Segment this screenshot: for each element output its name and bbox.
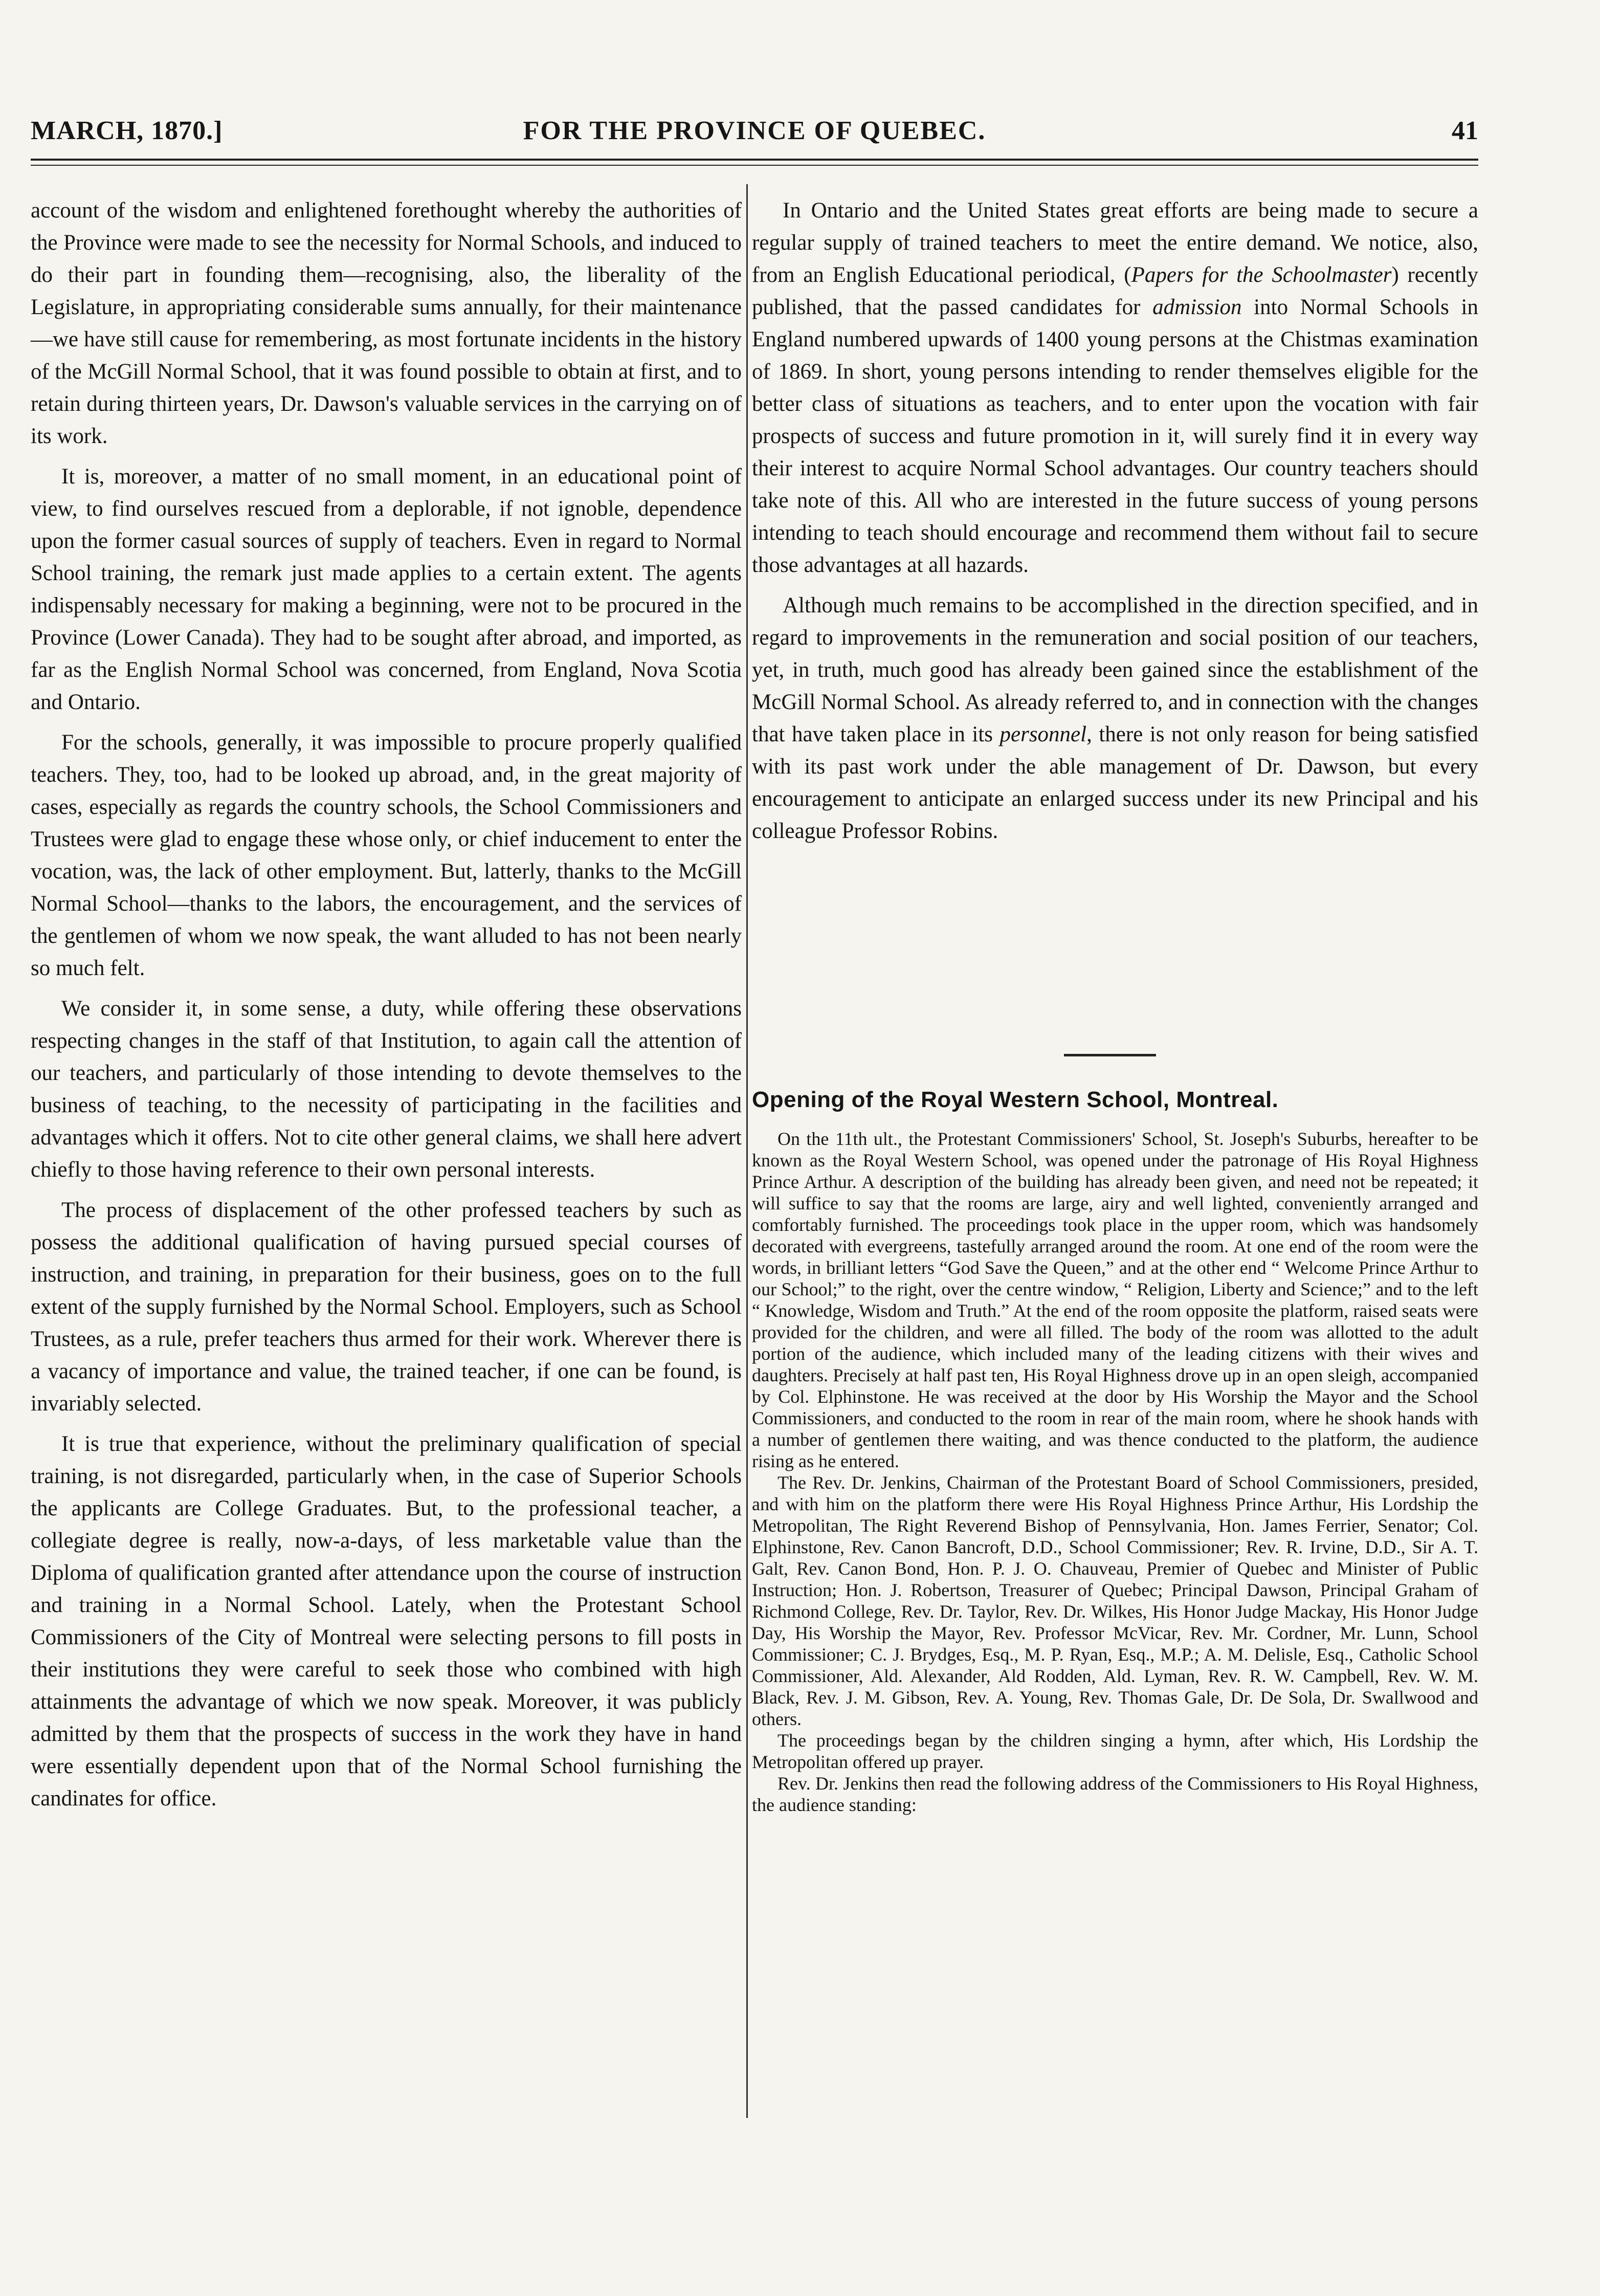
p1-text-c: into Normal Schools in England numbered upwards of 1400 young persons at the Chistmas examination of 1869. In short, young persons intending to render themselves eligible for the better class of situations as teachers, and to enter upon the vocation with fair prospects of success and future promotion in it, will surely find it in every way their interest to acquire Normal School advantages. Our country teachers should take note of this. All who are interested in the future success of young persons intending to teach should encourage and recommend them without fail to secure those advantages at all hazards. (752, 295, 1478, 577)
page-number: 41 (1452, 116, 1478, 145)
p2-text-a: Although much remains to be accomplished in the direction specified, and in regard to improvements in the remuneration and social position of our teachers, yet, in truth, much good has already been gained since the establishment of the McGill Normal School. As already referred to, and in connection with the changes that have taken place in its (752, 593, 1478, 746)
left-paragraph-4: We consider it, in some sense, a duty, while offering these observations respecting changes in the staff of that Institution, to again call the attention of our teachers, and particularly of those intending to devote themselves to the business of teaching, to the necessity of participating in the facilities and advantages which it offers. Not to cite other general claims, we shall here advert chiefly to those having reference to their own personal interests. (31, 997, 742, 1182)
p1-italic-periodical: Papers for the Schoolmaster (1131, 263, 1392, 287)
left-paragraph-6: It is true that experience, without the preliminary qualification of special training, is not disregarded, particularly when, in the case of Superior Schools the applicants are College Graduates. But, to the professional teacher, a collegiate degree is really, now-a-days, of less marketable value than the Diploma of qualification granted after attendance upon the course of instruction and training in a Normal School. Lately, when the Protestant School Commissioners of the City of Montreal were selecting persons to fill posts in their institutions they were careful to seek those who combined with high attainments the advantage of which we now speak. Moreover, it was publicly admitted by them that the prospects of success in the work they have in hand were essentially dependent upon that of the Normal School furnishing the candinates for office. (31, 1432, 742, 1811)
left-paragraph-1: account of the wisdom and enlightened forethought whereby the authorities of the Province were made to see the necessity for Normal Schools, and induced to do their part in founding them—recognising, also, the liberality of the Legislature, in appropriating considerable sums annually, for their maintenance—we have still cause for remembering, as most fortunate incidents in the history of the McGill Normal School, that it was found possible to obtain at first, and to retain during thirteen years, Dr. Dawson's valuable services in the carrying on of its work. (31, 198, 742, 448)
right-paragraph-1 (752, 194, 1478, 581)
right-paragraph-2 (752, 589, 1478, 847)
section-separator (1064, 1054, 1156, 1056)
article-paragraph-2: The Rev. Dr. Jenkins, Chairman of the Protestant Board of School Commissioners, presided, and with him on the platform there were His Royal Highness Prince Arthur, His Lordship the Metropolitan, The Right Reverend Bishop of Pennsylvania, Hon. James Ferrier, Senator; Col. Elphinstone, Rev. Canon Bancroft, D.D., School Commissioner; Rev. R. Irvine, D.D., Sir A. T. Galt, Rev. Canon Bond, Hon. P. J. O. Chauveau, Premier of Quebec and Minister of Public Instruction; Hon. J. Robertson, Treasurer of Quebec; Principal Dawson, Principal Graham of Richmond College, Rev. Dr. Taylor, Rev. Dr. Wilkes, His Honor Judge Mackay, His Honor Judge Day, His Worship the Mayor, Rev. Professor McVicar, Rev. Mr. Cordner, Mr. Lunn, School Commissioner; C. J. Brydges, Esq., M. P. Ryan, Esq., M.P.; A. M. Delisle, Esq., Catholic School Commissioner, Ald. Alexander, Ald Rodden, Ald. Lyman, Rev. R. W. Campbell, Rev. W. M. Black, Rev. J. M. Gibson, Rev. A. Young, Rev. Thomas Gale, Dr. De Sola, Dr. Swallwood and others. (752, 1472, 1478, 1729)
p1-text-a: In Ontario and the United States great efforts are being made to secure a regular supply of trained teachers to meet the entire demand. We notice, also, from an English Educational periodical, ( (752, 198, 1478, 287)
page-header (31, 116, 1478, 162)
left-column (31, 194, 742, 1823)
p1-italic-admission: admission (1152, 295, 1242, 319)
p1-text-b: ) recently published, that the passed candidates for (752, 263, 1478, 319)
header-rule-thick (31, 159, 1478, 161)
p2-text-b: , there is not only reason for being satisfied with its past work under the able management of Dr. Dawson, but every encouragement to anticipate an enlarged success under its new Principal and his colleague Professor Robins. (752, 722, 1478, 843)
article-body (752, 1128, 1478, 1816)
header-title: FOR THE PROVINCE OF QUEBEC. (523, 116, 986, 145)
left-paragraph-5: The process of displacement of the other professed teachers by such as possess the additional qualification of having pursued special courses of instruction, and training, in preparation for their business, goes on to the full extent of the supply furnished by the Normal School. Employers, such as School Trustees, as a rule, prefer teachers thus armed for their work. Wherever there is a vacancy of importance and value, the trained teacher, if one can be found, is invariably selected. (31, 1198, 742, 1416)
article-paragraph-4: Rev. Dr. Jenkins then read the following address of the Commissioners to His Royal Highness, the audience standing: (752, 1773, 1478, 1815)
left-paragraph-2: It is, moreover, a matter of no small moment, in an educational point of view, to find ourselves rescued from a deplorable, if not ignoble, dependence upon the former casual sources of supply of teachers. Even in regard to Normal School training, the remark just made applies to a certain extent. The agents indispensably necessary for making a beginning, were not to be procured in the Province (Lower Canada). They had to be sought after abroad, and imported, as far as the English Normal School was concerned, from England, Nova Scotia and Ontario. (31, 465, 742, 714)
left-paragraph-3: For the schools, generally, it was impossible to procure properly qualified teachers. They, too, had to be looked up abroad, and, in the great majority of cases, especially as regards the country schools, the School Commissioners and Trustees were glad to engage these whose only, or chief inducement to enter the vocation, was, the lack of other employment. But, latterly, thanks to the McGill Normal School—thanks to the labors, the encouragement, and the services of the gentlemen of whom we now speak, the want alluded to has not been nearly so much felt. (31, 731, 742, 980)
header-rule-thin (31, 165, 1478, 166)
p2-italic-personnel: personnel (999, 722, 1087, 746)
article-paragraph-3: The proceedings began by the children singing a hymn, after which, His Lordship the Metropolitan offered up prayer. (752, 1730, 1478, 1772)
column-divider (746, 184, 748, 2118)
article-paragraph-1: On the 11th ult., the Protestant Commissioners' School, St. Joseph's Suburbs, hereafter to be known as the Royal Western School, was opened under the patronage of His Royal Highness Prince Arthur. A description of the building has already been given, and need not be repeated; it will suffice to say that the rooms are large, airy and well lighted, conveniently arranged and comfortably furnished. The proceedings took place in the upper room, which was handsomely decorated with evergreens, tastefully arranged around the room. At one end of the room were the words, in brilliant letters “God Save the Queen,” and at the other end “ Welcome Prince Arthur to our School;” to the right, over the centre window, “ Religion, Liberty and Science;” and to the left “ Knowledge, Wisdom and Truth.” At the end of the room opposite the platform, raised seats were provided for the children, and were all filled. The body of the room was allotted to the adult portion of the audience, which included many of the leading citizens with their wives and daughters. Precisely at half past ten, His Royal Highness drove up in an open sleigh, accompanied by Col. Elphinstone. He was received at the door by His Worship the Mayor and the School Commissioners, and conducted to the room in rear of the main room, where he shook hands with a number of gentlemen there waiting, and was thence conducted to the platform, the audience rising as he entered. (752, 1129, 1478, 1471)
header-date: MARCH, 1870.] (31, 116, 223, 145)
article-heading: Opening of the Royal Western School, Montreal. (752, 1087, 1279, 1112)
right-column (752, 194, 1478, 855)
